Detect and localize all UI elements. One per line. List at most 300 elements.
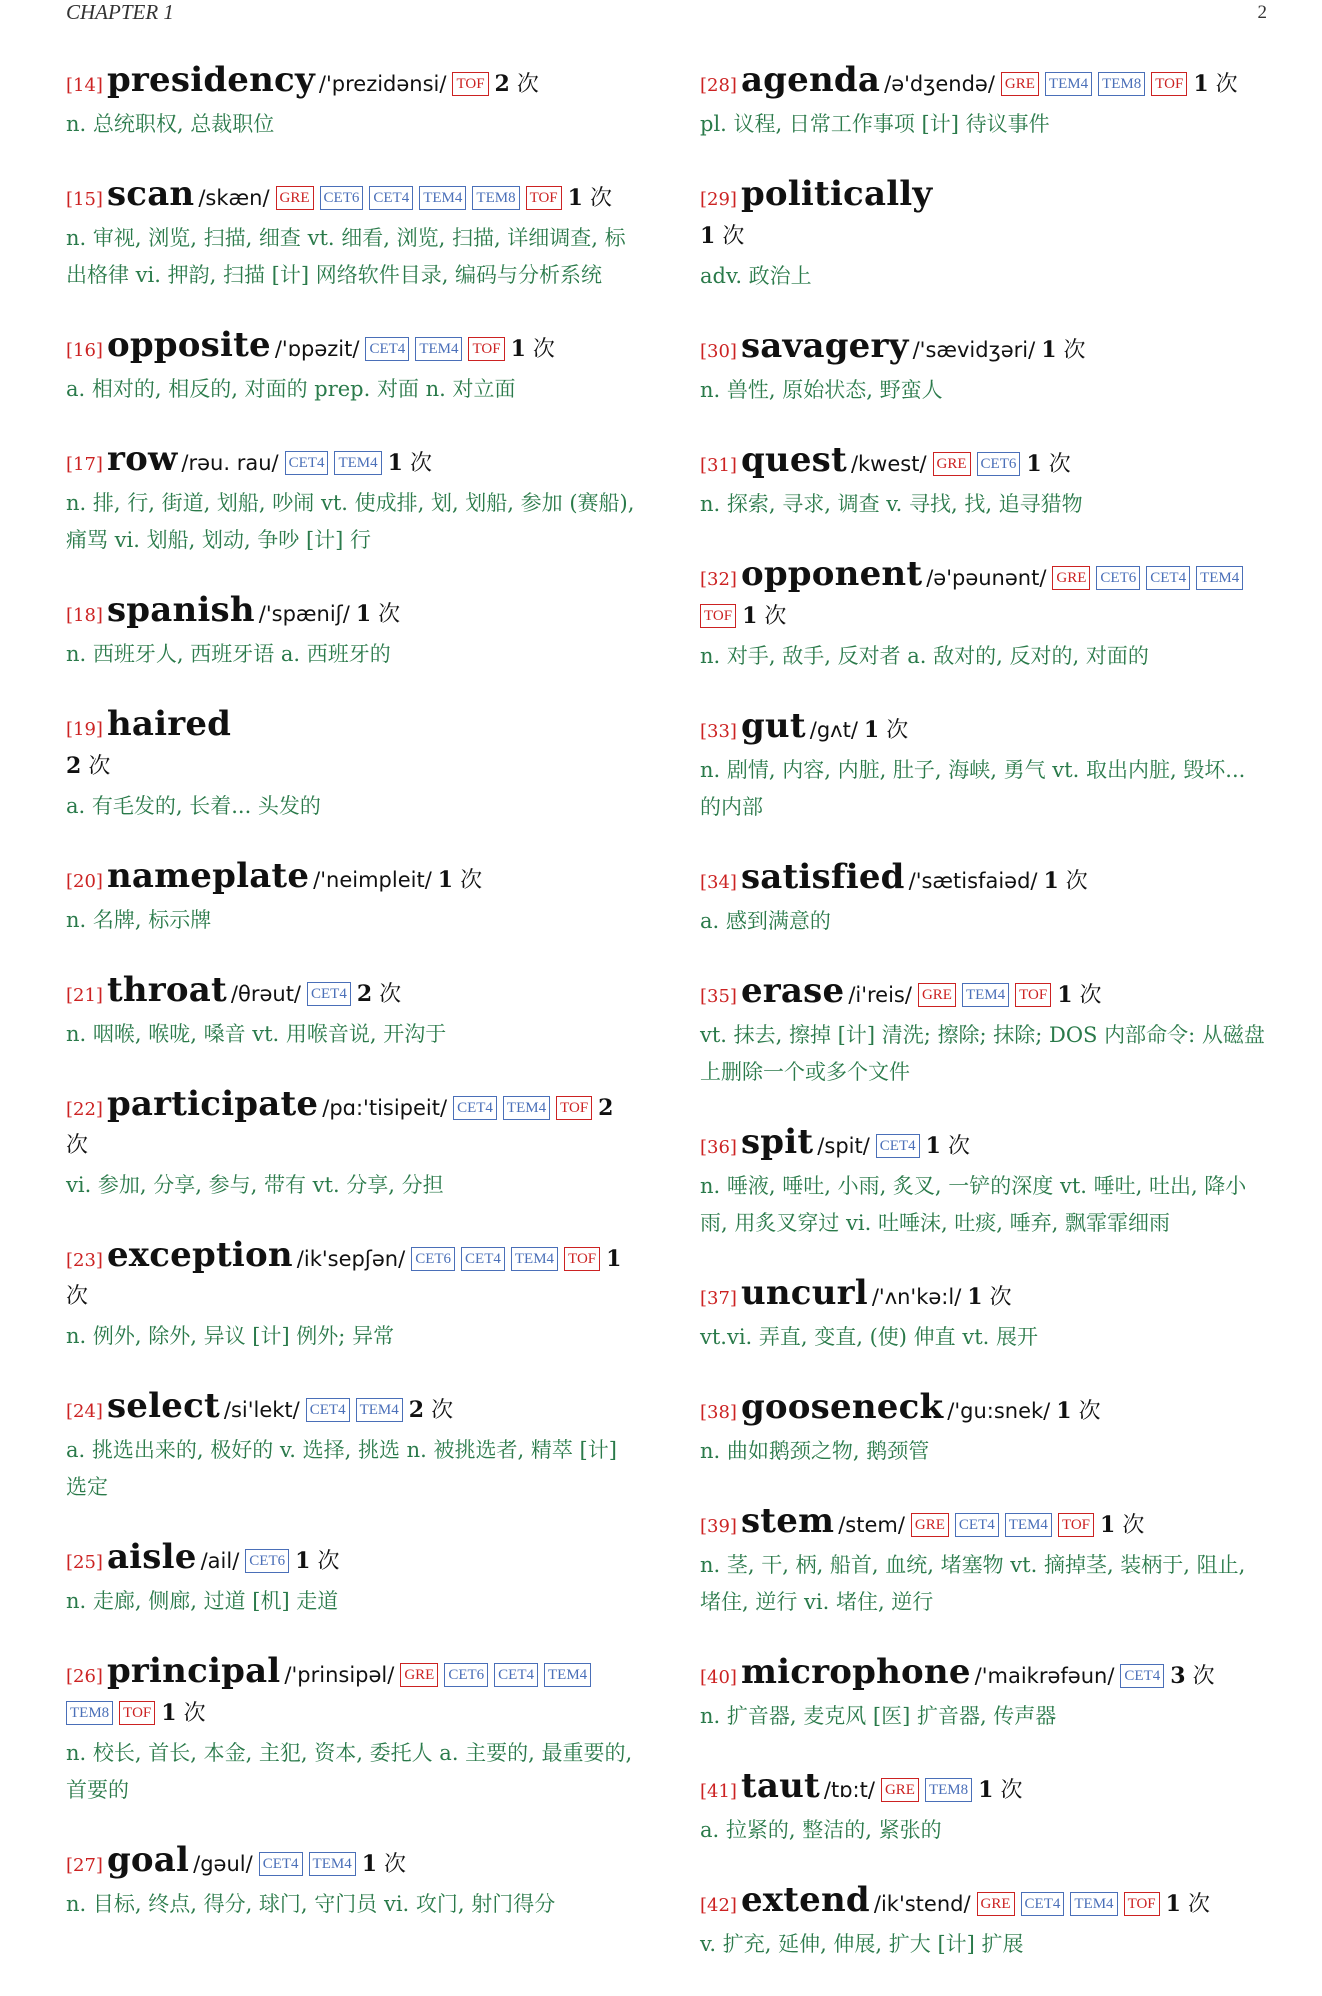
exam-tag: CET4 [955,1513,999,1537]
occurrence-count [409,1398,453,1423]
count-value: 2 [66,753,82,779]
entry-number: [37] [700,1288,737,1309]
count-suffix: 次 [460,868,483,893]
pronunciation: /'ɒpəzit/ [274,337,360,361]
entry-number: [36] [700,1137,737,1158]
occurrence-count [511,337,555,362]
entry-number: [29] [700,189,737,210]
entry-heading [66,1086,636,1165]
vocab-entry [66,62,636,143]
headword: principal [106,1651,281,1691]
exam-tag: TEM8 [1098,72,1145,96]
headword: select [106,1386,220,1426]
pronunciation: /θrəut/ [230,982,302,1006]
entry-heading [66,1388,636,1430]
occurrence-count [1166,1892,1210,1917]
headword: spanish [106,590,255,630]
count-suffix: 次 [183,1701,206,1726]
entry-heading [66,858,636,900]
exam-tag: TEM4 [356,1398,403,1422]
entry-heading [66,176,636,218]
count-value: 1 [1165,1891,1181,1917]
exam-tag: CET6 [245,1549,289,1573]
exam-tag: GRE [918,983,956,1007]
vocab-entry [700,556,1270,675]
count-value: 1 [863,717,880,743]
exam-tag: TOF [468,337,504,361]
pronunciation: /gʌt/ [809,718,858,742]
count-value: 1 [700,223,716,249]
entry-heading [66,1539,636,1581]
count-value: 1 [295,1548,311,1574]
count-value: 1 [1100,1512,1116,1538]
left-column [66,62,636,1956]
pronunciation: /si'lekt/ [223,1398,300,1422]
exam-tag: CET4 [306,1398,350,1422]
vocab-entry [66,972,636,1053]
pronunciation: /skæn/ [198,186,270,210]
count-suffix: 次 [1187,1892,1210,1917]
count-value: 1 [567,185,583,211]
pronunciation: /'sævidʒəri/ [912,338,1036,362]
entry-heading [700,1654,1270,1696]
exam-tag: TEM4 [309,1852,356,1876]
count-suffix: 次 [589,186,612,211]
occurrence-count [568,186,612,211]
entry-heading [700,1882,1270,1924]
headword: savagery [740,326,909,366]
entry-heading [700,708,1270,750]
count-value: 1 [361,1851,378,1877]
exam-tag: GRE [933,452,971,476]
pronunciation: /ail/ [200,1549,240,1573]
headword: taut [740,1766,820,1806]
vocab-entry [66,1539,636,1620]
exam-tag: CET4 [876,1134,920,1158]
definition: n. 总统职权, 总裁职位 [66,112,275,136]
count-suffix: 次 [409,451,432,476]
entry-number: [35] [700,986,737,1007]
occurrence-count [1170,1664,1214,1689]
headword: aisle [106,1537,197,1577]
exam-tag: TOF [556,1096,592,1120]
definition: n. 西班牙人, 西班牙语 a. 西班牙的 [66,642,391,666]
count-suffix: 次 [1079,983,1102,1008]
pronunciation: /'prezidənsi/ [318,72,447,96]
count-suffix: 次 [722,224,745,249]
headword: throat [106,970,227,1010]
headword: agenda [740,60,881,100]
definition: a. 挑选出来的, 极好的 v. 选择, 挑选 n. 被挑选者, 精萃 [计] 选定 [66,1438,617,1499]
definition: a. 感到满意的 [700,909,831,933]
pronunciation: /spit/ [817,1134,870,1158]
exam-tag: GRE [1052,566,1090,590]
pronunciation: /'gu:snek/ [947,1399,1051,1423]
vocab-entry [66,176,636,294]
exam-tag: GRE [400,1663,438,1687]
exam-tag: CET6 [411,1247,455,1271]
entry-number: [26] [66,1666,103,1687]
vocab-entry [66,1237,636,1355]
exam-tag: CET4 [259,1852,303,1876]
vocab-entry [700,328,1270,409]
headword: presidency [106,60,315,100]
entry-heading [700,442,1270,484]
pronunciation: /'neimpleit/ [313,868,432,892]
entry-heading [66,1237,636,1316]
occurrence-count [362,1852,406,1877]
occurrence-count [864,718,908,743]
exam-tag: TEM4 [1196,566,1243,590]
exam-tag: GRE [911,1513,949,1537]
exam-tag: TOF [1058,1513,1094,1537]
count-suffix: 次 [1215,72,1238,97]
count-suffix: 次 [1065,869,1088,894]
entry-heading [700,1768,1270,1810]
entry-number: [18] [66,605,103,626]
right-column [700,62,1270,1996]
vocab-entry [66,1842,636,1923]
vocab-entry [700,1389,1270,1470]
headword: politically [740,174,933,214]
count-value: 1 [1041,337,1057,363]
occurrence-count [357,982,401,1007]
definition: n. 剧情, 内容, 内脏, 肚子, 海峡, 勇气 vt. 取出内脏, 毁坏... 的内部 [700,758,1246,819]
count-value: 1 [1043,868,1059,894]
definition: n. 审视, 浏览, 扫描, 细查 vt. 细看, 浏览, 扫描, 详细调查, 标出格律 vi. 押韵, 扫描 [计] 网络软件目录, 编码与分析系统 [66,226,626,287]
entry-number: [25] [66,1552,103,1573]
exam-tag: TEM4 [511,1247,558,1271]
vocab-entry [66,1653,636,1809]
definition: a. 相对的, 相反的, 对面的 prep. 对面 n. 对立面 [66,377,516,401]
count-suffix: 次 [1122,1513,1145,1538]
entry-number: [16] [66,340,103,361]
exam-tag: TEM8 [472,186,519,210]
vocab-entry [700,973,1270,1091]
definition: n. 例外, 除外, 异议 [计] 例外; 异常 [66,1324,395,1348]
headword: erase [740,971,845,1011]
entry-number: [24] [66,1401,103,1422]
headword: haired [106,704,232,744]
pronunciation: /'spæniʃ/ [258,602,350,626]
vocab-entry [700,1124,1270,1242]
headword: gooseneck [740,1387,944,1427]
definition: vt.vi. 弄直, 变直, (使) 伸直 vt. 展开 [700,1325,1038,1349]
exam-tag: CET4 [365,337,409,361]
count-suffix: 次 [431,1398,454,1423]
exam-tag: TEM8 [925,1778,972,1802]
count-value: 1 [161,1700,177,1726]
pronunciation: /rəu. rau/ [181,451,279,475]
count-value: 1 [1193,71,1209,97]
vocab-entry [66,858,636,939]
definition: n. 唾液, 唾吐, 小雨, 炙叉, 一铲的深度 vt. 唾吐, 吐出, 降小雨, 用炙叉穿过 vi. 吐唾沫, 吐痰, 唾弃, 飘霏霏细雨 [700,1174,1247,1235]
entry-heading [700,1124,1270,1166]
exam-tag: CET4 [307,982,351,1006]
definition: n. 兽性, 原始状态, 野蛮人 [700,378,943,402]
vocab-entry [700,176,1270,295]
count-suffix: 次 [947,1134,970,1159]
pronunciation: /ə'pəunənt/ [926,566,1047,590]
definition: n. 名牌, 标示牌 [66,908,212,932]
count-value: 2 [408,1397,425,1423]
entry-heading [700,1503,1270,1545]
headword: goal [106,1840,190,1880]
entry-number: [15] [66,189,103,210]
count-suffix: 次 [1048,452,1071,477]
pronunciation: /ik'sepʃən/ [296,1247,406,1271]
count-value: 1 [967,1284,983,1310]
count-value: 1 [510,336,526,362]
entry-heading [66,972,636,1014]
entry-number: [21] [66,985,103,1006]
headword: uncurl [740,1273,868,1313]
exam-tag: TOF [700,604,736,628]
entry-number: [19] [66,719,103,740]
occurrence-count [967,1285,1011,1310]
headword: scan [106,174,195,214]
entry-heading [700,176,1270,256]
entry-heading [700,556,1270,636]
headword: spit [740,1122,814,1162]
count-suffix: 次 [1078,1399,1101,1424]
vocab-entry [700,442,1270,523]
definition: n. 茎, 干, 柄, 船首, 血统, 堵塞物 vt. 摘掉茎, 装柄于, 阻止, 堵住, 逆行 vi. 堵住, 逆行 [700,1553,1246,1614]
vocab-entry [700,1768,1270,1849]
occurrence-count [388,451,432,476]
pronunciation: /pɑ:'tisipeit/ [322,1096,448,1120]
pronunciation: /ə'dʒendə/ [884,72,995,96]
entry-heading [66,1653,636,1733]
definition: adv. 政治上 [700,264,812,288]
occurrence-count [926,1134,970,1159]
definition: n. 校长, 首长, 本金, 主犯, 资本, 委托人 a. 主要的, 最重要的, 首要的 [66,1741,633,1802]
occurrence-count [742,604,786,629]
occurrence-count [1100,1513,1144,1538]
exam-tag: TOF [1151,72,1187,96]
count-suffix: 次 [66,1133,89,1158]
count-value: 1 [1056,1398,1072,1424]
pronunciation: /'sætisfaiəd/ [908,869,1038,893]
entry-number: [38] [700,1402,737,1423]
count-value: 1 [978,1777,994,1803]
pronunciation: /tɒ:t/ [823,1778,875,1802]
vocab-entry [700,859,1270,940]
definition: n. 对手, 敌手, 反对者 a. 敌对的, 反对的, 对面的 [700,644,1149,668]
pronunciation: /ik'stend/ [873,1892,971,1916]
exam-tag: CET6 [977,452,1021,476]
exam-tag: CET4 [1146,566,1190,590]
count-suffix: 次 [384,1852,407,1877]
exam-tag: CET4 [1021,1892,1065,1916]
count-suffix: 次 [379,982,402,1007]
entry-number: [20] [66,871,103,892]
occurrence-count [438,868,482,893]
vocab-entry [66,441,636,559]
vocab-entry [66,1388,636,1506]
entry-number: [34] [700,872,737,893]
count-suffix: 次 [88,754,111,779]
exam-tag: CET6 [1096,566,1140,590]
entry-number: [33] [700,721,737,742]
exam-tag: TEM4 [415,337,462,361]
entry-heading [66,1842,636,1884]
count-suffix: 次 [764,604,787,629]
definition: n. 探索, 寻求, 调查 v. 寻找, 找, 追寻猎物 [700,492,1083,516]
exam-tag: CET6 [444,1663,488,1687]
entry-number: [14] [66,75,103,96]
occurrence-count [1026,452,1070,477]
headword: satisfied [740,857,905,897]
headword: exception [106,1235,293,1275]
definition: vi. 参加, 分享, 参与, 带有 vt. 分享, 分担 [66,1173,444,1197]
definition: a. 拉紧的, 整洁的, 紧张的 [700,1818,942,1842]
pronunciation: /i'reis/ [848,983,912,1007]
exam-tag: CET4 [461,1247,505,1271]
entry-heading [66,706,636,786]
occurrence-count [1043,869,1087,894]
exam-tag: TEM4 [419,186,466,210]
entry-heading [700,1275,1270,1317]
vocab-entry [66,327,636,408]
definition: n. 曲如鹅颈之物, 鹅颈管 [700,1439,930,1463]
definition: n. 咽喉, 喉咙, 嗓音 vt. 用喉音说, 开沟于 [66,1022,447,1046]
exam-tag: GRE [881,1778,919,1802]
definition: vt. 抹去, 擦掉 [计] 清洗; 擦除; 抹除; DOS 内部命令: 从磁盘上删除一个或多个文件 [700,1023,1265,1084]
count-value: 1 [1026,451,1042,477]
exam-tag: TEM8 [66,1701,113,1725]
vocab-entry [66,592,636,673]
entry-heading [66,592,636,634]
headword: row [106,439,178,479]
entry-number: [23] [66,1250,103,1271]
occurrence-count [700,224,744,249]
entry-heading [700,328,1270,370]
chapter-title: CHAPTER 1 [66,0,174,24]
pronunciation: /stem/ [838,1513,905,1537]
vocab-entry [700,1503,1270,1621]
exam-tag: CET4 [453,1096,497,1120]
headword: participate [106,1084,319,1124]
entry-number: [42] [700,1895,737,1916]
definition: n. 排, 行, 街道, 划船, 吵闹 vt. 使成排, 划, 划船, 参加 (赛船), 痛骂 vi. 划船, 划动, 争吵 [计] 行 [66,491,635,552]
count-suffix: 次 [1192,1664,1215,1689]
exam-tag: TEM4 [544,1663,591,1687]
definition: pl. 议程, 日常工作事项 [计] 待议事件 [700,112,1050,136]
vocab-entry [700,708,1270,826]
entry-number: [17] [66,454,103,475]
entry-number: [41] [700,1781,737,1802]
pronunciation: /gəul/ [193,1852,253,1876]
occurrence-count [495,72,539,97]
entry-number: [27] [66,1855,103,1876]
exam-tag: TEM4 [962,983,1009,1007]
exam-tag: TEM4 [334,451,381,475]
headword: opponent [740,554,923,594]
entry-number: [22] [66,1099,103,1120]
entry-heading [66,327,636,369]
count-value: 2 [494,71,510,97]
count-suffix: 次 [1063,338,1086,363]
definition: n. 目标, 终点, 得分, 球门, 守门员 vi. 攻门, 射门得分 [66,1892,556,1916]
occurrence-count [356,602,400,627]
exam-tag: TOF [1124,1892,1160,1916]
definition: n. 走廊, 侧廊, 过道 [机] 走道 [66,1589,339,1613]
entry-heading [700,62,1270,104]
vocab-entry [700,62,1270,143]
entry-heading [700,859,1270,901]
definition: a. 有毛发的, 长着... 头发的 [66,794,321,818]
headword: opposite [106,325,271,365]
count-suffix: 次 [532,337,555,362]
occurrence-count [1056,1399,1100,1424]
count-value: 3 [1170,1663,1186,1689]
count-value: 1 [742,603,758,629]
entry-heading [700,973,1270,1015]
headword: microphone [740,1652,971,1692]
occurrence-count [978,1778,1022,1803]
entry-number: [30] [700,341,737,362]
count-suffix: 次 [317,1549,340,1574]
count-suffix: 次 [989,1285,1012,1310]
pronunciation: /'ʌn'kə:l/ [871,1285,962,1309]
occurrence-count [161,1701,205,1726]
count-suffix: 次 [886,718,909,743]
pronunciation: /kwest/ [850,452,927,476]
exam-tag: CET4 [494,1663,538,1687]
entry-heading [700,1389,1270,1431]
count-value: 2 [356,981,373,1007]
occurrence-count [1041,338,1085,363]
count-value: 1 [355,601,372,627]
headword: quest [740,440,847,480]
exam-tag: TEM4 [503,1096,550,1120]
exam-tag: TEM4 [1070,1892,1117,1916]
occurrence-count [295,1549,339,1574]
entry-number: [39] [700,1516,737,1537]
vocab-entry [66,1086,636,1204]
entry-heading [66,62,636,104]
entry-number: [32] [700,569,737,590]
pronunciation: /'maikrəfəun/ [974,1664,1115,1688]
exam-tag: TEM4 [1045,72,1092,96]
exam-tag: TEM4 [1005,1513,1052,1537]
exam-tag: CET4 [369,186,413,210]
headword: extend [740,1880,870,1920]
entry-heading [66,441,636,483]
vocab-entry [700,1882,1270,1963]
exam-tag: TOF [526,186,562,210]
definition: v. 扩充, 延伸, 伸展, 扩大 [计] 扩展 [700,1932,1024,1956]
definition: n. 扩音器, 麦克风 [医] 扩音器, 传声器 [700,1704,1057,1728]
exam-tag: GRE [1001,72,1039,96]
headword: nameplate [106,856,310,896]
page-number: 2 [1257,2,1267,23]
exam-tag: TOF [564,1247,600,1271]
count-suffix: 次 [66,1284,89,1309]
entry-number: [31] [700,455,737,476]
count-value: 1 [1057,982,1073,1008]
exam-tag: CET4 [285,451,329,475]
exam-tag: GRE [977,1892,1015,1916]
exam-tag: TOF [452,72,488,96]
count-suffix: 次 [516,72,539,97]
count-value: 1 [437,867,454,893]
count-value: 1 [387,450,403,476]
headword: gut [740,706,806,746]
exam-tag: TOF [119,1701,155,1725]
exam-tag: GRE [276,186,314,210]
